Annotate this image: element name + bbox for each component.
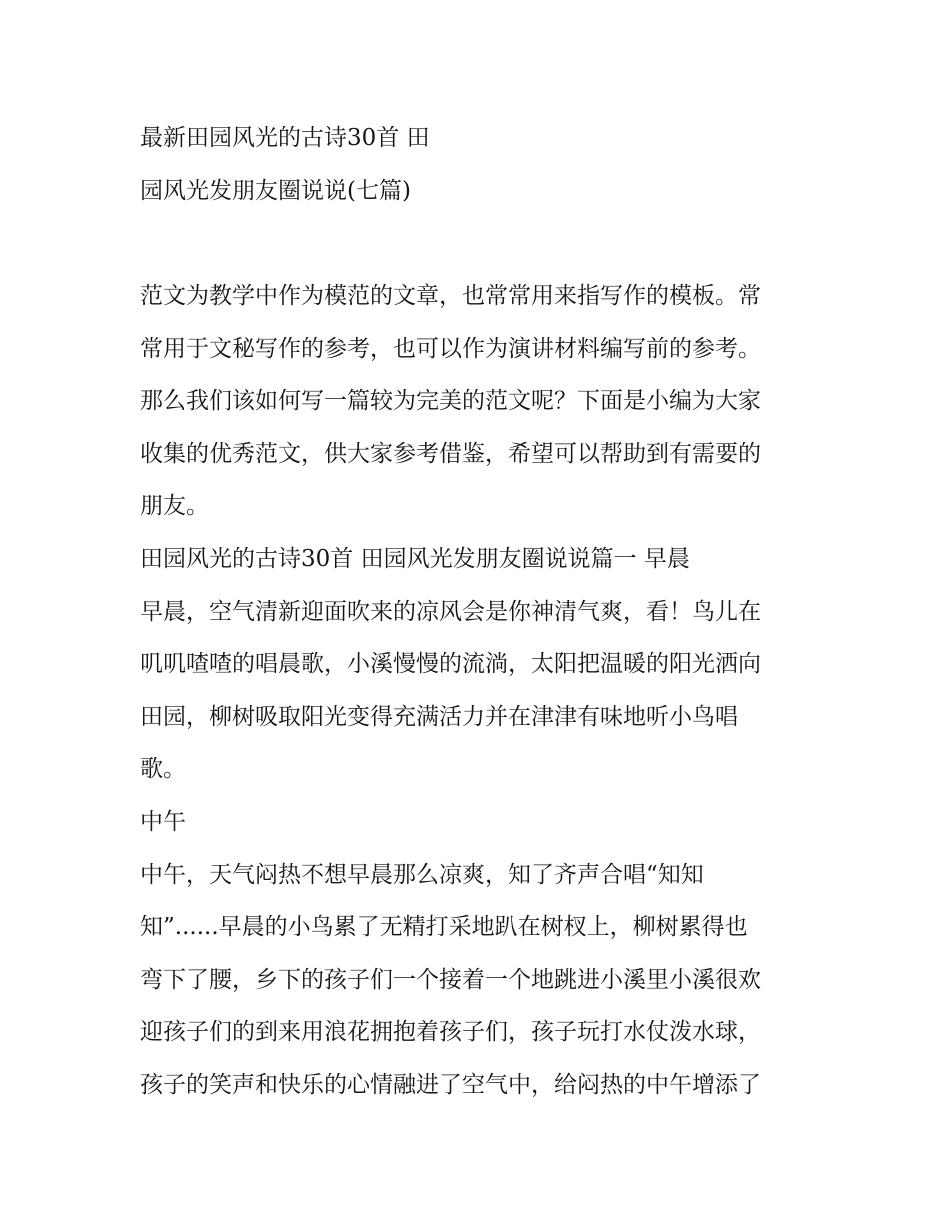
body-line: 常用于文秘写作的参考，也可以作为演讲材料编写前的参考。 — [140, 335, 761, 362]
body-line: 中午，天气闷热不想早晨那么凉爽，知了齐声合唱“知知 — [140, 861, 704, 888]
body-line: 歌。 — [140, 756, 186, 783]
body-line: 早晨，空气清新迎面吹来的凉风会是你神清气爽，看！鸟儿在 — [140, 598, 761, 625]
body-line: 迎孩子们的到来用浪花拥抱着孩子们，孩子玩打水仗泼水球， — [140, 1019, 761, 1046]
body-line: 田园，柳树吸取阳光变得充满活力并在津津有味地听小鸟唱 — [140, 703, 738, 730]
title-line: 园风光发朋友圈说说(七篇) — [140, 177, 411, 204]
body-line: 叽叽喳喳的唱晨歌，小溪慢慢的流淌，太阳把温暖的阳光洒向 — [140, 651, 761, 678]
body-line: 孩子的笑声和快乐的心情融进了空气中，给闷热的中午增添了 — [140, 1071, 761, 1098]
body-line: 知”......早晨的小鸟累了无精打采地趴在树杈上，柳树累得也 — [140, 914, 748, 941]
body-line: 那么我们该如何写一篇较为完美的范文呢？下面是小编为大家 — [140, 388, 761, 415]
document-body — [140, 270, 820, 1112]
body-line: 弯下了腰，乡下的孩子们一个接着一个地跳进小溪里小溪很欢 — [140, 966, 761, 993]
section-heading: 田园风光的古诗30首 田园风光发朋友圈说说篇一 早晨 — [140, 545, 690, 572]
title-line: 最新田园风光的古诗30首 田 — [140, 125, 430, 151]
body-line: 收集的优秀范文，供大家参考借鉴，希望可以帮助到有需要的 — [140, 440, 761, 467]
body-line: 范文为教学中作为模范的文章，也常常用来指写作的模板。常 — [140, 283, 761, 309]
body-line: 朋友。 — [140, 493, 209, 520]
document-title — [140, 112, 820, 217]
section-heading: 中午 — [140, 808, 186, 835]
